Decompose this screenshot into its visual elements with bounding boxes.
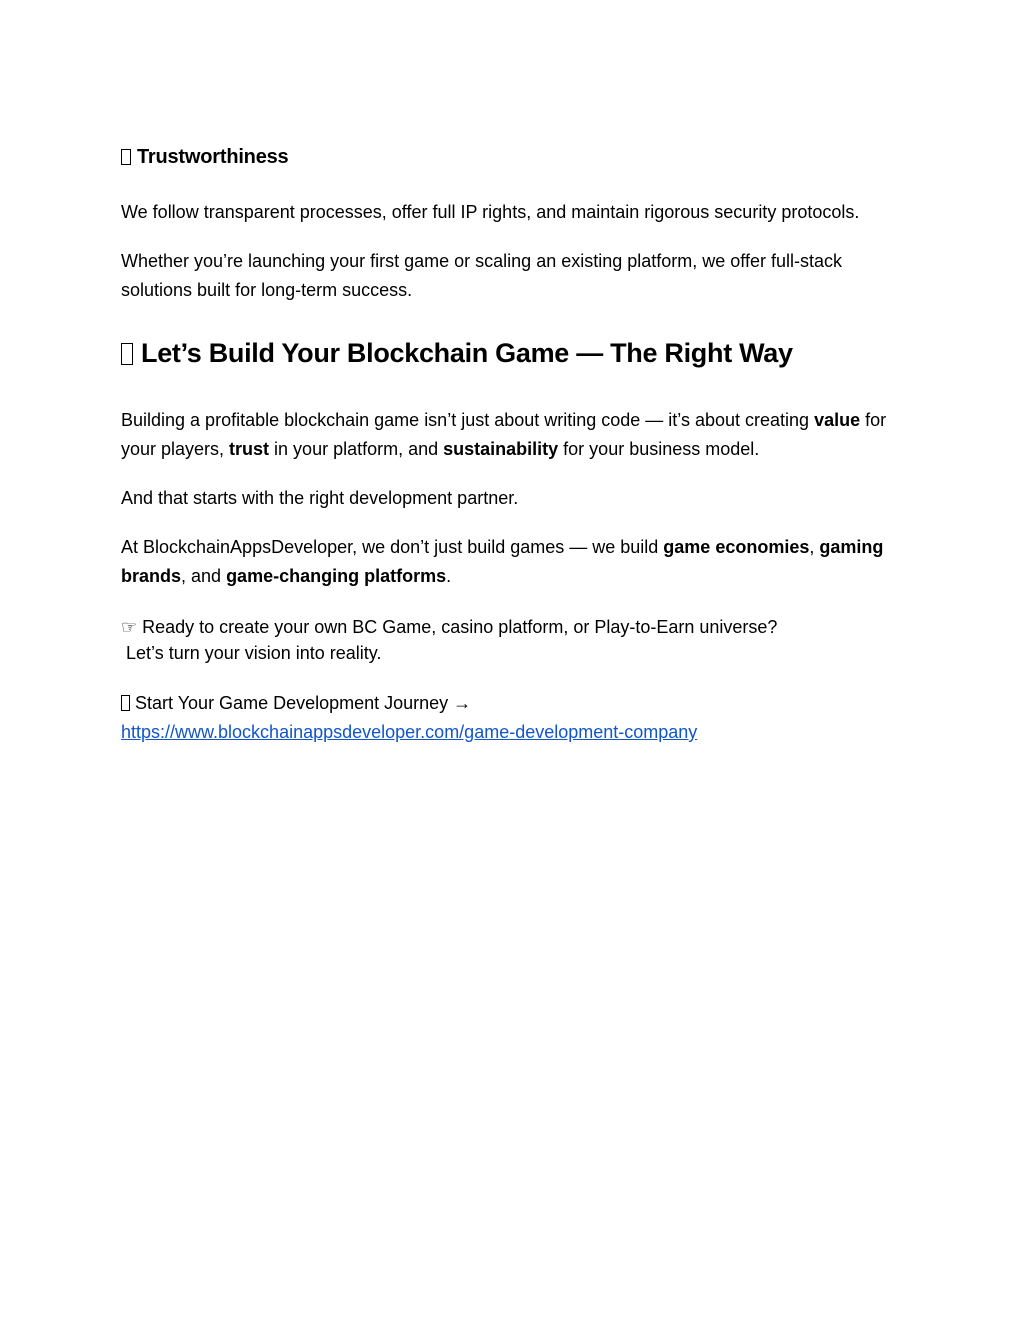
build-heading [121,335,911,371]
build-heading-text: Let’s Build Your Blockchain Game — The Right Way [141,338,793,368]
bold-sustainability: sustainability [443,439,559,459]
journey-label: Start Your Game Development Journey → [135,693,472,713]
text-run: . [446,566,452,586]
cta-line-2: Let’s turn your vision into reality. [126,643,382,663]
build-paragraph-value [121,406,911,464]
trustworthiness-heading [121,142,911,172]
cta-paragraph [121,614,911,666]
journey-paragraph [121,689,911,747]
pointing-hand-icon: ☞ [121,617,138,637]
text-run: , [809,537,820,557]
trustworthiness-body: We follow transparent processes, offer full IP rights, and maintain rigorous security protocols. [121,202,860,222]
cta-line-1: Ready to create your own BC Game, casino platform, or Play-to-Earn universe? [137,617,778,637]
text-run: Building a profitable blockchain game isn’t just about writing code — it’s about creating [121,410,815,430]
missing-glyph-icon [121,695,130,711]
document-page [121,142,911,747]
game-development-link[interactable]: https://www.blockchainappsdeveloper.com/game-development-company [121,722,698,742]
text-run: for your business model. [558,439,760,459]
text-run: in your platform, and [269,439,444,459]
trustworthiness-heading-text: Trustworthiness [137,146,289,168]
text-run: At BlockchainAppsDeveloper, we don’t just build games — we build [121,537,664,557]
bold-game-economies: game economies [663,537,810,557]
bold-gaming-brands: gaming brands [121,537,884,586]
closing-paragraph: Whether you’re launching your first game or scaling an existing platform, we offer full-stack solutions built for long-term success. [121,251,842,300]
bold-game-changing-platforms: game-changing platforms [226,566,447,586]
text-run: for your players, [121,410,887,459]
partner-paragraph: And that starts with the right development partner. [121,488,519,508]
company-paragraph [121,533,911,591]
missing-glyph-icon [121,343,133,365]
missing-glyph-icon [121,149,131,165]
bold-trust: trust [229,439,270,459]
bold-value: value [814,410,861,430]
text-run: , and [181,566,227,586]
